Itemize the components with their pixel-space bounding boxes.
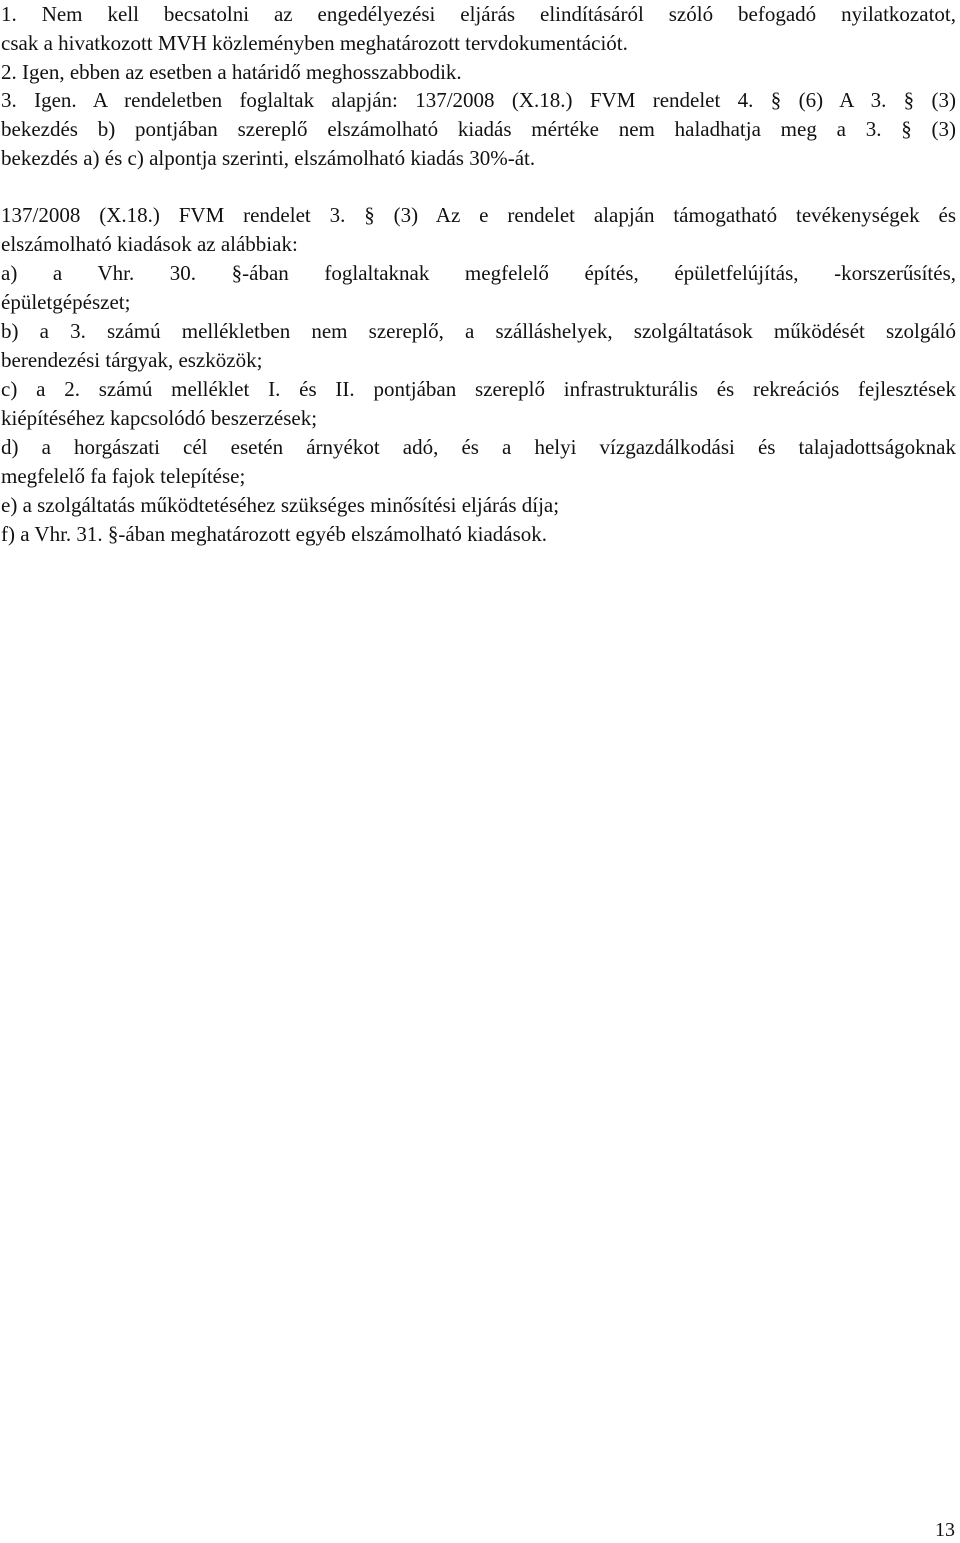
regulation-item-c-line-1: c) a 2. számú melléklet I. és II. pontjában szereplő infrastrukturális és rekreációs fejlesztések: [1, 377, 956, 401]
answer-3-line-1: 3. Igen. A rendeletben foglaltak alapján: 137/2008 (X.18.) FVM rendelet 4. § (6) A 3. § (3): [1, 88, 956, 112]
regulation-item-b-line-2: berendezési tárgyak, eszközök;: [1, 348, 263, 372]
page-number: 13: [935, 1519, 955, 1541]
regulation-intro-line-2: elszámolható kiadások az alábbiak:: [1, 232, 298, 256]
regulation-item-d-line-1: d) a horgászati cél esetén árnyékot adó, és a helyi vízgazdálkodási és talajadottságoknak: [1, 435, 956, 459]
answer-3-line-3: bekezdés a) és c) alpontja szerinti, elszámolható kiadás 30%-át.: [1, 146, 536, 170]
regulation-item-a-line-1: a) a Vhr. 30. §-ában foglaltaknak megfelelő építés, épületfelújítás, -korszerűsítés,: [1, 261, 956, 285]
regulation-item-e-line-1: e) a szolgáltatás működtetéséhez szükséges minősítési eljárás díja;: [1, 493, 560, 517]
regulation-intro-line-1: 137/2008 (X.18.) FVM rendelet 3. § (3) Az e rendelet alapján támogatható tevékenységek és: [1, 203, 956, 227]
answer-3-line-2: bekezdés b) pontjában szereplő elszámolható kiadás mértéke nem haladhatja meg a 3. § (3): [1, 117, 956, 141]
regulation-item-d-line-2: megfelelő fa fajok telepítése;: [1, 464, 246, 488]
regulation-item-c-line-2: kiépítéséhez kapcsolódó beszerzések;: [1, 406, 318, 430]
answer-2-line-1: 2. Igen, ebben az esetben a határidő meghosszabbodik.: [1, 60, 462, 84]
regulation-item-f-line-1: f) a Vhr. 31. §-ában meghatározott egyéb elszámolható kiadások.: [1, 522, 548, 546]
regulation-item-b-line-1: b) a 3. számú mellékletben nem szereplő, a szálláshelyek, szolgáltatások működését szolgáló: [1, 319, 956, 343]
answer-1-line-2: csak a hivatkozott MVH közleményben meghatározott tervdokumentációt.: [1, 31, 628, 55]
answer-1-line-1: 1. Nem kell becsatolni az engedélyezési eljárás elindításáról szóló befogadó nyilatkozatot,: [1, 2, 956, 26]
regulation-item-a-line-2: épületgépészet;: [1, 290, 131, 314]
